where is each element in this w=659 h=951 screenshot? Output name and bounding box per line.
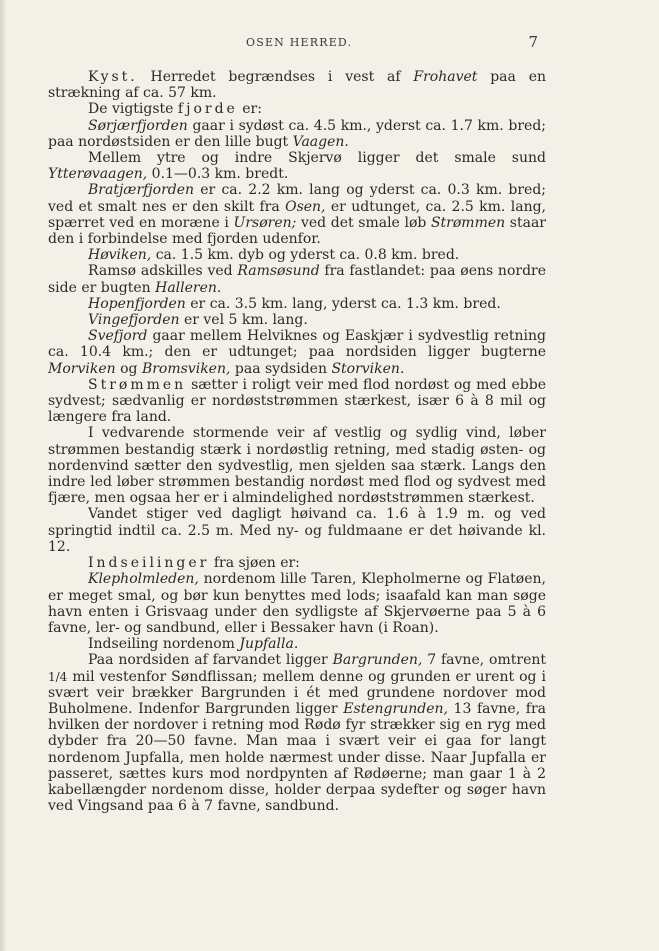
text-run: er: [237, 101, 262, 118]
text-run: gaar mellem Helviknes og Easkjær i sydvestlig retning ca. 10.4 km.; den er udtunget; paa nordsiden ligger bugterne [48, 328, 546, 361]
text-run: ved det smale løb [296, 214, 431, 231]
text-run: sætter i roligt veir med flod nordøst og med ebbe sydvest; sædvanlig er nordøststrømmen stærkest, især 6 à 8 mil og længere fra land. [48, 376, 546, 426]
paragraph [48, 69, 546, 101]
text-run: Vandet stiger ved dagligt høivand ca. 1.6 à 1.9 m. og ved springtid indtil ca. 2.5 m. Med ny- og fuldmaane er det høivande kl. 12. [48, 506, 546, 555]
paragraph [48, 571, 546, 636]
text-run: Paa nordsiden af farvandet ligger [88, 652, 333, 669]
paragraph [48, 425, 546, 506]
text-run: Indseiling nordenom [88, 636, 240, 653]
text-run: paa sydsiden [230, 360, 332, 377]
italic-place-name: Bargrunden, [332, 652, 423, 669]
italic-place-name: Ytterøvaagen, [48, 166, 148, 183]
text-run: staar den i forbindelse med fjorden udenfor. [48, 214, 546, 248]
text-run: ca. 1.5 km. dyb og yderst ca. 0.8 km. bred. [151, 247, 460, 264]
text-run: 1/4 [48, 669, 68, 684]
text-run: I vedvarende stormende veir af vestlig og sydlig vind, løber strømmen bestandig stærk i nordøstlig retning, med stadig østen- og nordenvind sætter den sydvestlig, men sjelden saa stærk. Langs den indre led løber strømmen bestandig nordøst med flod og sydvest med fjære, men ogsaa her er i almindelighed nordøststrømmen stærkest. [48, 425, 546, 507]
paragraph [48, 312, 546, 328]
italic-place-name: Jupfalla. [239, 636, 299, 653]
spaced-keyword: fjorde [177, 101, 238, 118]
paragraph [48, 263, 546, 295]
italic-place-name: Bromsviken, [141, 360, 231, 377]
paragraph [48, 555, 546, 571]
italic-place-name: Halleren. [155, 279, 222, 296]
italic-place-name: Storviken. [331, 360, 405, 377]
text-run: paa en strækning af ca. 57 km. [48, 69, 546, 102]
paragraph [48, 118, 546, 150]
paragraph [48, 652, 546, 814]
italic-place-name: Estengrunden, [343, 700, 448, 717]
spaced-keyword: Strømmen [88, 376, 187, 393]
text-run: er udtunget, ca. 2.5 km. lang, spærret ved en moræne i [48, 198, 546, 231]
text-run: Mellem ytre og indre Skjervø ligger det smale sund [88, 150, 546, 167]
page-number: 7 [528, 33, 538, 51]
paragraph [48, 247, 546, 263]
italic-place-name: Ursøren; [233, 214, 297, 231]
italic-place-name: Vingefjorden [88, 312, 180, 329]
paragraph [48, 150, 546, 182]
italic-place-name: Osen, [285, 198, 326, 215]
page-header [48, 33, 550, 52]
text-run: gaar i sydøst ca. 4.5 km., yderst ca. 1.7 km. bred; paa nordøstsiden er den lille bugt [48, 117, 546, 150]
spaced-keyword: Kyst. [88, 69, 138, 85]
text-run: og [115, 360, 142, 377]
paragraph [48, 296, 546, 312]
italic-place-name: Bratjærfjorden [88, 182, 195, 199]
text-run: fra fastlandet: paa øens nordre side er bugten [48, 263, 547, 296]
italic-place-name: Svefjord [88, 328, 148, 345]
paragraph [48, 328, 546, 377]
paragraph [48, 506, 546, 555]
text-run: Herredet begrændses i vest af [137, 69, 414, 85]
paragraph [48, 377, 546, 426]
page-left-edge [0, 0, 6, 951]
text-run: nordenom lille Taren, Klepholmerne og Flatøen, er meget smal, og bør kun benyttes med lods; isaafald kan man søge havn enten i Grisvaag under den sydligste af Skjervøerne paa 5 à 6 favne, ler- og sandbund, eller i Bessaker havn (i Roan). [48, 571, 546, 636]
paragraph [48, 182, 546, 247]
italic-place-name: Frohavet [413, 69, 478, 85]
text-run: Ramsø adskilles ved [88, 263, 238, 280]
text-run: 13 favne, fra hvilken der nordover i retning mod Rødø fyr strækker sig en ryg med dybder fra 20—50 favne. Man maa i svært veir ei gaa for langt nordenom Jupfalla, men holde nærmest under disse. Naar Jupfalla er passeret, sættes kurs mod nordpynten af Rødøerne; man gaar 1 à 2 kabellængder nordenom disse, holder derpaa sydefter og søger havn ved Vingsand paa 6 à 7 favne, sandbund. [48, 700, 546, 815]
running-head: OSEN HERRED. [246, 36, 353, 49]
text-body [48, 69, 546, 814]
italic-place-name: Morviken [48, 360, 116, 377]
text-run: er vel 5 km. lang. [179, 312, 308, 329]
text-run: mil vestenfor Søndflissan; mellem denne og grunden er urent og i svært veir brækker Bargrunden i ét med grundene nordover mod Buholmene. Indenfor Bargrunden ligger [48, 668, 546, 717]
italic-place-name: Høviken, [88, 247, 152, 264]
italic-place-name: Vaagen. [292, 133, 349, 150]
italic-place-name: Ramsøsund [237, 263, 320, 280]
text-run: er ca. 2.2 km. lang og yderst ca. 0.3 km. bred; ved et smalt nes er den skilt fra [48, 182, 546, 215]
text-run: fra sjøen er: [209, 555, 300, 572]
italic-place-name: Hopenfjorden [88, 295, 186, 312]
text-run: 7 favne, omtrent [422, 652, 546, 669]
paragraph [48, 101, 546, 117]
text-run: er ca. 3.5 km. lang, yderst ca. 1.3 km. bred. [185, 295, 501, 312]
italic-place-name: Sørjærfjorden [88, 117, 188, 134]
paragraph [48, 636, 546, 652]
text-run: 0.1—0.3 km. bredt. [147, 166, 289, 183]
spaced-keyword: Indseilinger [88, 555, 210, 572]
italic-place-name: Klepholmleden, [88, 571, 199, 588]
italic-place-name: Strømmen [430, 214, 506, 231]
text-run: De vigtigste [88, 101, 178, 118]
